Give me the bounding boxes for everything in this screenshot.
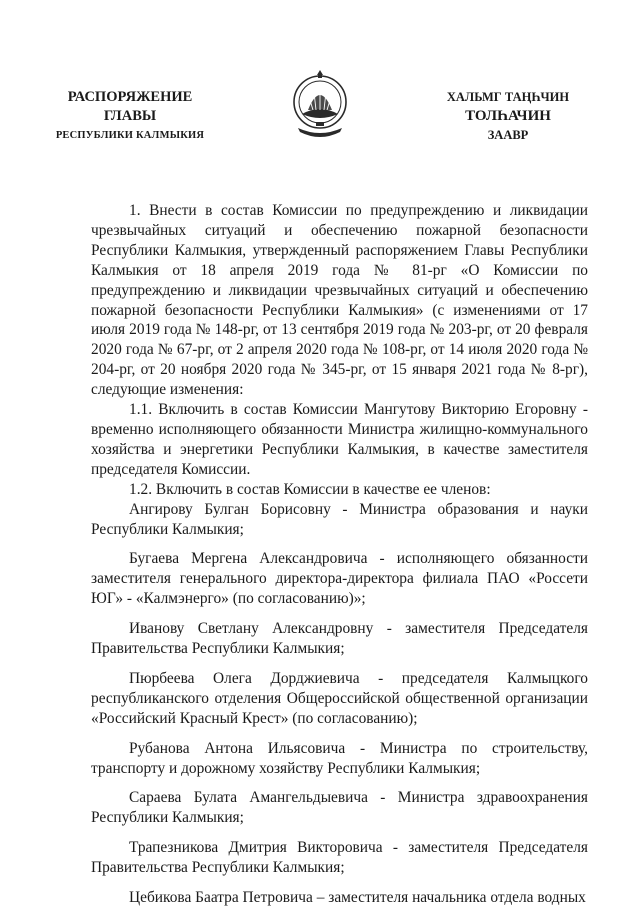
member-entry: Сараева Булата Амангельдыевича - Министра здравоохранения Республики Калмыкия; — [91, 789, 588, 827]
header-kalmyk-line1: ХАЛЬМГ ТАҢҺЧИН — [446, 90, 570, 104]
paragraph-1-2: 1.2. Включить в состав Комиссии в качестве ее членов: — [129, 480, 491, 498]
header-kalmyk-line2: ТОЛҺАЧИН — [465, 108, 551, 124]
member-entry: Иванову Светлану Александровну - заместителя Председателя Правительства Республики Калмыкия; — [91, 620, 588, 658]
member-entry: Бугаева Мергена Александровича - исполняющего обязанности заместителя генерального директора-директора филиала ПАО «Россети ЮГ» - «Калмэнерго» (по согласованию)»; — [91, 550, 588, 608]
document-body — [91, 201, 588, 908]
member-entry: Трапезникова Дмитрия Викторовича - заместителя Председателя Правительства Республики Калмыкия; — [91, 839, 588, 877]
member-entry: Рубанова Антона Ильясовича - Министра по строительству, транспорту и дорожному хозяйству Республики Калмыкия; — [91, 739, 588, 777]
header-kalmyk-line3: ЗААВР — [487, 128, 529, 142]
issuer-title: ГЛАВЫ — [103, 108, 157, 124]
paragraph-1: 1. Внести в состав Комиссии по предупреждению и ликвидации чрезвычайных ситуаций и обеспечению пожарной безопасности Республики Калмыкия, утвержденный распоряжением Главы Республики Калмыкия от 18 апреля 2019 года № 81-рг «О Комиссии по предупреждению и ликвидации чрезвычайных ситуаций и обеспечению пожарной безопасности Республики Калмыкия» (с изменениями от 17 июля 2019 года № 148-рг, от 13 сентября 2019 года № 203-рг, от 20 февраля 2020 года № 67-рг, от 2 апреля 2020 года № 108-рг, от 14 июля 2020 года № 204-рг, от 20 ноября 2020 года № 345-рг, от 15 января 2021 года № 8-рг), следующие изменения: — [91, 202, 588, 399]
member-entry: Цебикова Баатра Петровича – заместителя начальника отдела водных — [129, 889, 586, 907]
header-right — [432, 88, 584, 145]
coat-of-arms-icon — [288, 66, 352, 142]
member-entry: Пюрбеева Олега Дорджиевича - председателя Калмыцкого республиканского отделения Общероссийской общественной организации «Российский Красный Крест» (по согласованию); — [91, 669, 588, 727]
paragraph-1-1: 1.1. Включить в состав Комиссии Мангутову Викторию Егоровну - временно исполняющего обязанности Министра жилищно-коммунального хозяйства и энергетики Республики Калмыкия, в качестве заместителя председателя Комиссии. — [91, 401, 588, 478]
header-left — [40, 88, 220, 145]
issuer-region: РЕСПУБЛИКИ КАЛМЫКИЯ — [55, 130, 205, 141]
member-entry: Ангирову Булган Борисовну - Министра образования и науки Республики Калмыкия; — [91, 500, 588, 538]
document-type: РАСПОРЯЖЕНИЕ — [67, 89, 193, 105]
